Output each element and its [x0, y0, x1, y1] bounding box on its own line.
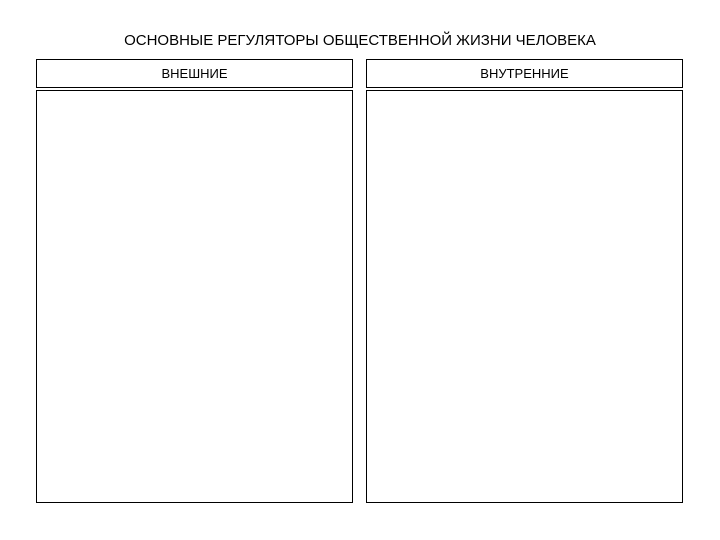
column-internal [366, 59, 683, 503]
column-external [36, 59, 353, 503]
page-title: ОСНОВНЫЕ РЕГУЛЯТОРЫ ОБЩЕСТВЕННОЙ ЖИЗНИ ЧЕЛОВЕКА [124, 32, 596, 49]
column-header-external: ВНЕШНИЕ [36, 59, 353, 88]
column-body-external [36, 90, 353, 503]
column-body-internal [366, 90, 683, 503]
column-header-internal: ВНУТРЕННИЕ [366, 59, 683, 88]
